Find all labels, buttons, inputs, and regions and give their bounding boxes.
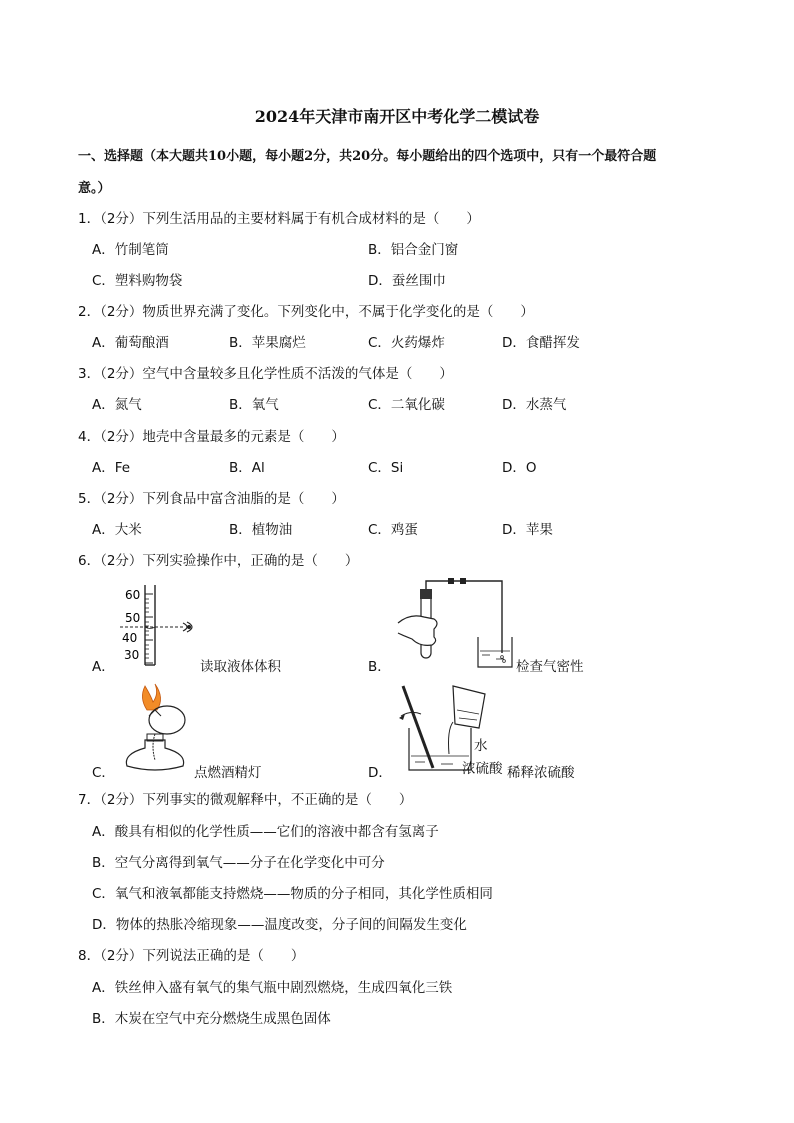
q5-stem: 5．（2分）下列食品中富含油脂的是（ ）: [78, 491, 345, 507]
q3-option-a[interactable]: A．氮气: [92, 397, 142, 413]
q8-stem: 8．（2分）下列说法正确的是（ ）: [78, 948, 305, 964]
q6-d-caption: 稀释浓硫酸: [507, 765, 575, 781]
q6-d-water-label: 水: [474, 738, 488, 754]
airtightness-check-figure: [390, 575, 515, 670]
tick-label-60: 60: [125, 588, 141, 602]
q2-option-b[interactable]: B．苹果腐烂: [229, 335, 306, 351]
q4-option-a[interactable]: A．Fe: [92, 460, 131, 476]
alcohol-lamp-figure: [115, 680, 200, 775]
q6-d-acid-label: 浓硫酸: [462, 761, 503, 777]
q6-option-a[interactable]: A．: [92, 659, 115, 675]
q2-option-a[interactable]: A．葡萄酿酒: [92, 335, 169, 351]
q6-c-caption: 点燃酒精灯: [194, 765, 262, 781]
tick-label-30: 30: [124, 648, 140, 662]
q3-option-c[interactable]: C．二氧化碳: [368, 397, 445, 413]
q5-option-c[interactable]: C．鸡蛋: [368, 522, 418, 538]
q3-stem: 3．（2分）空气中含量较多且化学性质不活泼的气体是（ ）: [78, 366, 453, 382]
section-heading-line1: 一、选择题（本大题共10小题，每小题2分，共20分。每小题给出的四个选项中，只有一个最符合题: [78, 149, 657, 164]
measuring-cylinder-figure: [115, 580, 210, 670]
tick-label-40: 40: [122, 631, 138, 645]
q3-option-d[interactable]: D．水蒸气: [502, 397, 567, 413]
page-title: 2024年天津市南开区中考化学二模试卷: [254, 107, 540, 126]
q5-option-a[interactable]: A．大米: [92, 522, 142, 538]
q4-option-b[interactable]: B．Al: [229, 460, 265, 476]
q5-option-b[interactable]: B．植物油: [229, 522, 293, 538]
q8-option-a[interactable]: A．铁丝伸入盛有氧气的集气瓶中剧烈燃烧，生成四氧化三铁: [92, 980, 453, 996]
q1-stem: 1．（2分）下列生活用品的主要材料属于有机合成材料的是（ ）: [78, 211, 480, 227]
q8-option-b[interactable]: B．木炭在空气中充分燃烧生成黑色固体: [92, 1011, 331, 1027]
q2-stem: 2．（2分）物质世界充满了变化。下列变化中，不属于化学变化的是（ ）: [78, 304, 534, 320]
q7-option-a[interactable]: A．酸具有相似的化学性质——它们的溶液中都含有氢离子: [92, 824, 439, 840]
q7-option-b[interactable]: B．空气分离得到氧气——分子在化学变化中可分: [92, 855, 385, 871]
q4-stem: 4．（2分）地壳中含量最多的元素是（ ）: [78, 429, 345, 445]
q1-option-b[interactable]: B．铝合金门窗: [368, 242, 459, 258]
q1-option-c[interactable]: C．塑料购物袋: [92, 273, 183, 289]
q4-option-c[interactable]: C．Si: [368, 460, 404, 476]
q6-b-caption: 检查气密性: [516, 659, 584, 675]
q2-option-c[interactable]: C．火药爆炸: [368, 335, 445, 351]
q5-option-d[interactable]: D．苹果: [502, 522, 553, 538]
q7-stem: 7．（2分）下列事实的微观解释中，不正确的是（ ）: [78, 792, 413, 808]
q1-option-a[interactable]: A．竹制笔筒: [92, 242, 169, 258]
q7-option-d[interactable]: D．物体的热胀冷缩现象——温度改变，分子间的间隔发生变化: [92, 917, 467, 933]
q6-a-caption: 读取液体体积: [200, 659, 281, 675]
q6-option-b[interactable]: B．: [368, 659, 391, 675]
q1-option-d[interactable]: D．蚕丝围巾: [368, 273, 446, 289]
q4-option-d[interactable]: D．O: [502, 460, 537, 476]
q3-option-b[interactable]: B．氧气: [229, 397, 279, 413]
q6-option-c[interactable]: C．: [92, 765, 115, 781]
section-heading-line2: 意。）: [78, 181, 111, 196]
q7-option-c[interactable]: C．氧气和液氧都能支持燃烧——物质的分子相同，其化学性质相同: [92, 886, 493, 902]
q2-option-d[interactable]: D．食醋挥发: [502, 335, 580, 351]
tick-label-50: 50: [125, 611, 141, 625]
q6-stem: 6．（2分）下列实验操作中，正确的是（ ）: [78, 553, 359, 569]
q6-option-d[interactable]: D．: [368, 765, 392, 781]
